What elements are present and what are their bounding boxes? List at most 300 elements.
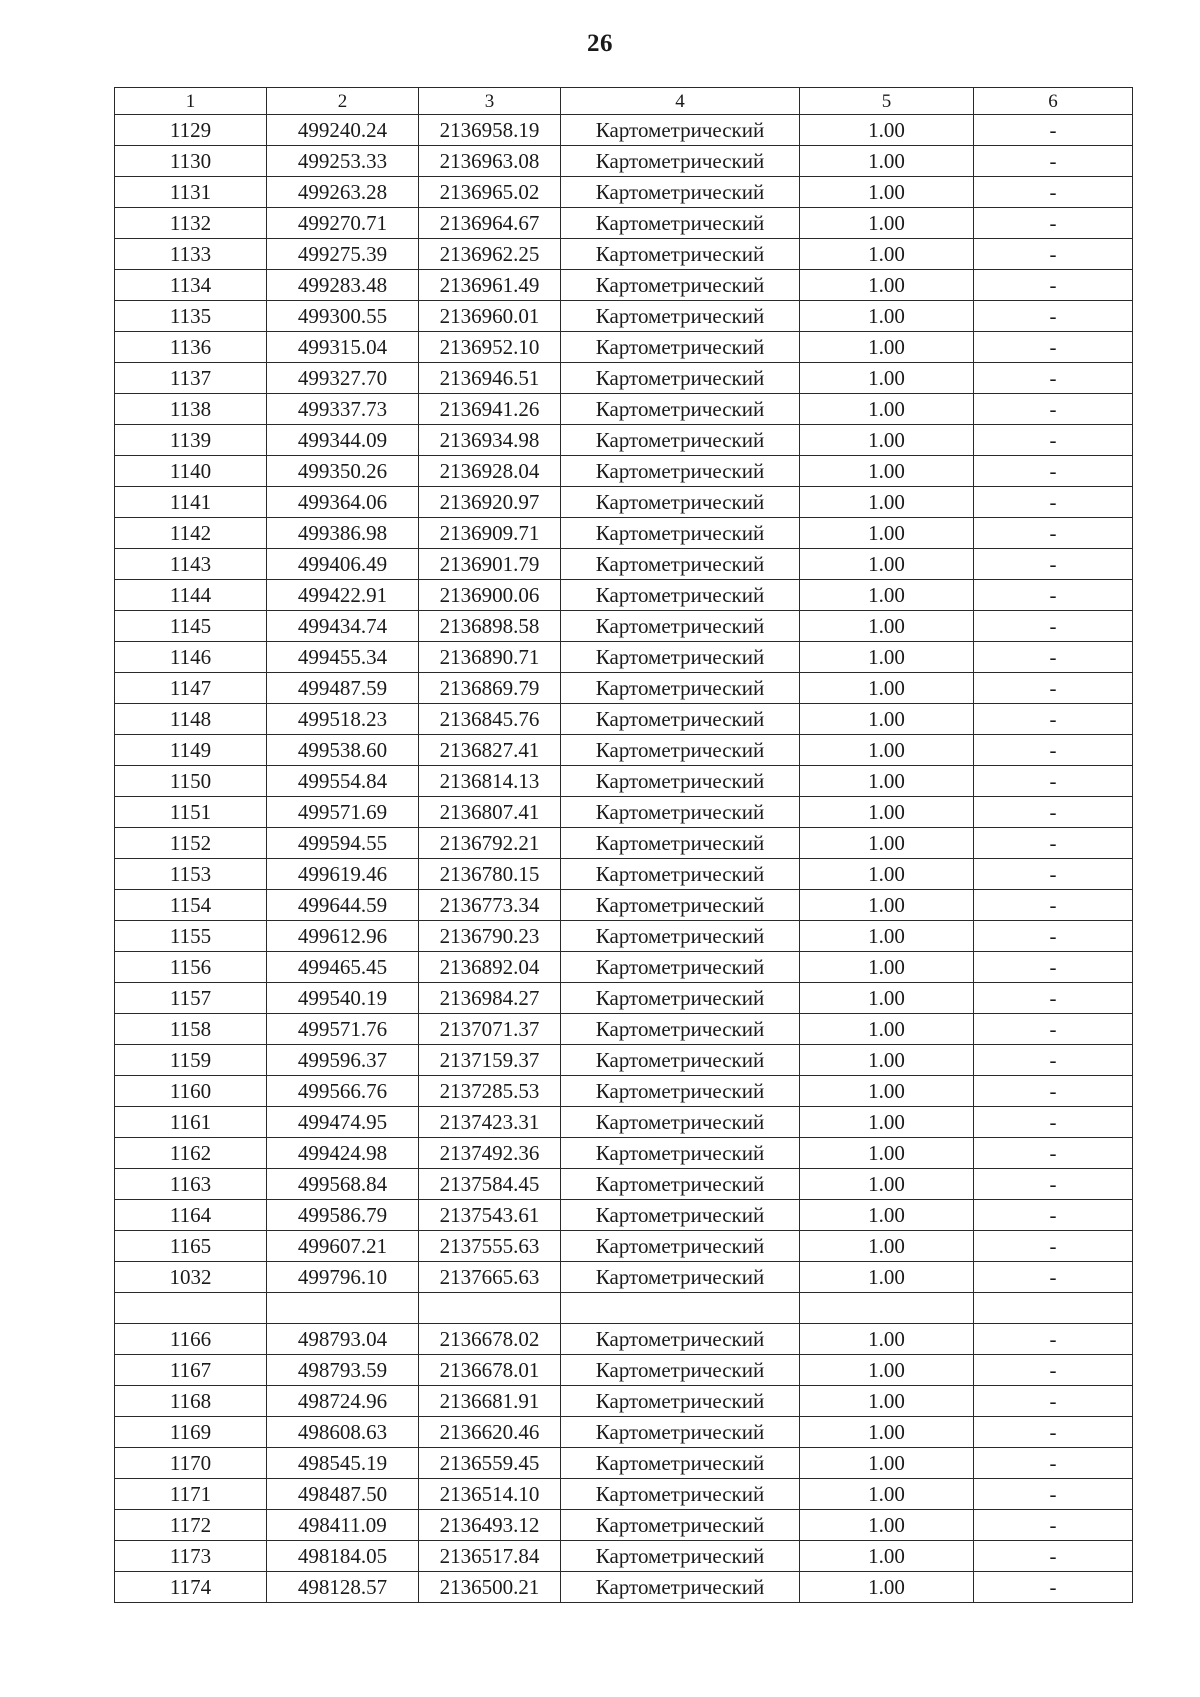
x-coordinate-cell: 498608.63 <box>267 1417 419 1448</box>
y-coordinate-cell: 2136900.06 <box>419 580 561 611</box>
x-coordinate-cell: 499594.55 <box>267 828 419 859</box>
x-coordinate-cell: 499253.33 <box>267 146 419 177</box>
point-number-cell: 1174 <box>115 1572 267 1603</box>
x-coordinate-cell: 499434.74 <box>267 611 419 642</box>
y-coordinate-cell: 2136827.41 <box>419 735 561 766</box>
point-number-cell: 1134 <box>115 270 267 301</box>
method-cell: Картометрический <box>561 332 800 363</box>
point-number-cell: 1155 <box>115 921 267 952</box>
y-coordinate-cell: 2137584.45 <box>419 1169 561 1200</box>
table-row <box>115 1386 1133 1417</box>
table-row <box>115 611 1133 642</box>
description-cell: - <box>974 1324 1133 1355</box>
table-row <box>115 487 1133 518</box>
point-number-cell: 1138 <box>115 394 267 425</box>
description-cell: - <box>974 177 1133 208</box>
method-cell: Картометрический <box>561 1448 800 1479</box>
x-coordinate-cell: 499540.19 <box>267 983 419 1014</box>
description-cell: - <box>974 1014 1133 1045</box>
accuracy-cell: 1.00 <box>800 828 974 859</box>
x-coordinate-cell: 499596.37 <box>267 1045 419 1076</box>
method-cell: Картометрический <box>561 208 800 239</box>
table-row <box>115 1107 1133 1138</box>
point-number-cell: 1152 <box>115 828 267 859</box>
x-coordinate-cell: 499406.49 <box>267 549 419 580</box>
table-row <box>115 518 1133 549</box>
accuracy-cell: 1.00 <box>800 177 974 208</box>
x-coordinate-cell: 498724.96 <box>267 1386 419 1417</box>
y-coordinate-cell: 2136941.26 <box>419 394 561 425</box>
x-coordinate-cell: 498793.59 <box>267 1355 419 1386</box>
description-cell: - <box>974 1510 1133 1541</box>
table-row <box>115 797 1133 828</box>
method-cell: Картометрический <box>561 425 800 456</box>
table-row <box>115 766 1133 797</box>
accuracy-cell: 1.00 <box>800 1076 974 1107</box>
description-cell: - <box>974 1045 1133 1076</box>
point-number-cell: 1159 <box>115 1045 267 1076</box>
method-cell: Картометрический <box>561 952 800 983</box>
description-cell: - <box>974 1479 1133 1510</box>
description-cell: - <box>974 1417 1133 1448</box>
accuracy-cell: 1.00 <box>800 1479 974 1510</box>
x-coordinate-cell: 499568.84 <box>267 1169 419 1200</box>
header-col-4: 4 <box>561 88 800 115</box>
method-cell: Картометрический <box>561 270 800 301</box>
accuracy-cell: 1.00 <box>800 1045 974 1076</box>
point-number-cell: 1144 <box>115 580 267 611</box>
description-cell: - <box>974 1138 1133 1169</box>
y-coordinate-cell: 2137159.37 <box>419 1045 561 1076</box>
method-cell: Картометрический <box>561 704 800 735</box>
table-row <box>115 1417 1133 1448</box>
point-number-cell: 1160 <box>115 1076 267 1107</box>
method-cell: Картометрический <box>561 1076 800 1107</box>
y-coordinate-cell: 2136920.97 <box>419 487 561 518</box>
y-coordinate-cell: 2136493.12 <box>419 1510 561 1541</box>
x-coordinate-cell: 499465.45 <box>267 952 419 983</box>
description-cell: - <box>974 921 1133 952</box>
table-row <box>115 1541 1133 1572</box>
y-coordinate-cell: 2136890.71 <box>419 642 561 673</box>
accuracy-cell: 1.00 <box>800 1200 974 1231</box>
empty-cell <box>974 1293 1133 1324</box>
method-cell: Картометрический <box>561 1572 800 1603</box>
accuracy-cell: 1.00 <box>800 518 974 549</box>
accuracy-cell: 1.00 <box>800 952 974 983</box>
x-coordinate-cell: 498128.57 <box>267 1572 419 1603</box>
table-row <box>115 1045 1133 1076</box>
description-cell: - <box>974 1262 1133 1293</box>
description-cell: - <box>974 208 1133 239</box>
accuracy-cell: 1.00 <box>800 1510 974 1541</box>
accuracy-cell: 1.00 <box>800 208 974 239</box>
description-cell: - <box>974 1231 1133 1262</box>
method-cell: Картометрический <box>561 1200 800 1231</box>
table-row <box>115 425 1133 456</box>
x-coordinate-cell: 499644.59 <box>267 890 419 921</box>
x-coordinate-cell: 498545.19 <box>267 1448 419 1479</box>
x-coordinate-cell: 499240.24 <box>267 115 419 146</box>
accuracy-cell: 1.00 <box>800 115 974 146</box>
empty-cell <box>800 1293 974 1324</box>
method-cell: Картометрический <box>561 890 800 921</box>
accuracy-cell: 1.00 <box>800 611 974 642</box>
y-coordinate-cell: 2137665.63 <box>419 1262 561 1293</box>
table-row <box>115 1448 1133 1479</box>
table-row <box>115 270 1133 301</box>
table-row <box>115 301 1133 332</box>
y-coordinate-cell: 2136928.04 <box>419 456 561 487</box>
x-coordinate-cell: 499364.06 <box>267 487 419 518</box>
x-coordinate-cell: 499619.46 <box>267 859 419 890</box>
description-cell: - <box>974 332 1133 363</box>
y-coordinate-cell: 2136514.10 <box>419 1479 561 1510</box>
point-number-cell: 1153 <box>115 859 267 890</box>
table-row <box>115 1014 1133 1045</box>
header-col-2: 2 <box>267 88 419 115</box>
x-coordinate-cell: 499337.73 <box>267 394 419 425</box>
y-coordinate-cell: 2137543.61 <box>419 1200 561 1231</box>
method-cell: Картометрический <box>561 146 800 177</box>
y-coordinate-cell: 2136958.19 <box>419 115 561 146</box>
method-cell: Картометрический <box>561 735 800 766</box>
y-coordinate-cell: 2136901.79 <box>419 549 561 580</box>
y-coordinate-cell: 2136960.01 <box>419 301 561 332</box>
accuracy-cell: 1.00 <box>800 673 974 704</box>
table-row <box>115 1076 1133 1107</box>
empty-cell <box>419 1293 561 1324</box>
y-coordinate-cell: 2136681.91 <box>419 1386 561 1417</box>
x-coordinate-cell: 499455.34 <box>267 642 419 673</box>
description-cell: - <box>974 146 1133 177</box>
point-number-cell: 1154 <box>115 890 267 921</box>
point-number-cell: 1168 <box>115 1386 267 1417</box>
table-row <box>115 177 1133 208</box>
table-row <box>115 363 1133 394</box>
description-cell: - <box>974 518 1133 549</box>
x-coordinate-cell: 499300.55 <box>267 301 419 332</box>
description-cell: - <box>974 456 1133 487</box>
accuracy-cell: 1.00 <box>800 363 974 394</box>
method-cell: Картометрический <box>561 1355 800 1386</box>
method-cell: Картометрический <box>561 1324 800 1355</box>
x-coordinate-cell: 499283.48 <box>267 270 419 301</box>
method-cell: Картометрический <box>561 642 800 673</box>
x-coordinate-cell: 499386.98 <box>267 518 419 549</box>
x-coordinate-cell: 499327.70 <box>267 363 419 394</box>
method-cell: Картометрический <box>561 487 800 518</box>
accuracy-cell: 1.00 <box>800 487 974 518</box>
y-coordinate-cell: 2136892.04 <box>419 952 561 983</box>
x-coordinate-cell: 499350.26 <box>267 456 419 487</box>
accuracy-cell: 1.00 <box>800 1417 974 1448</box>
y-coordinate-cell: 2136934.98 <box>419 425 561 456</box>
accuracy-cell: 1.00 <box>800 797 974 828</box>
accuracy-cell: 1.00 <box>800 301 974 332</box>
coordinates-table <box>114 87 1133 1603</box>
point-number-cell: 1164 <box>115 1200 267 1231</box>
table-row <box>115 456 1133 487</box>
y-coordinate-cell: 2136898.58 <box>419 611 561 642</box>
point-number-cell: 1142 <box>115 518 267 549</box>
description-cell: - <box>974 952 1133 983</box>
description-cell: - <box>974 1076 1133 1107</box>
point-number-cell: 1162 <box>115 1138 267 1169</box>
description-cell: - <box>974 1107 1133 1138</box>
description-cell: - <box>974 1200 1133 1231</box>
point-number-cell: 1158 <box>115 1014 267 1045</box>
x-coordinate-cell: 499474.95 <box>267 1107 419 1138</box>
table-row <box>115 1231 1133 1262</box>
accuracy-cell: 1.00 <box>800 1572 974 1603</box>
accuracy-cell: 1.00 <box>800 425 974 456</box>
description-cell: - <box>974 611 1133 642</box>
description-cell: - <box>974 1448 1133 1479</box>
table-row <box>115 580 1133 611</box>
x-coordinate-cell: 499607.21 <box>267 1231 419 1262</box>
point-number-cell: 1147 <box>115 673 267 704</box>
page-number: 26 <box>587 30 613 57</box>
table-row <box>115 549 1133 580</box>
description-cell: - <box>974 394 1133 425</box>
point-number-cell: 1132 <box>115 208 267 239</box>
method-cell: Картометрический <box>561 363 800 394</box>
method-cell: Картометрический <box>561 1262 800 1293</box>
accuracy-cell: 1.00 <box>800 1014 974 1045</box>
table-row <box>115 735 1133 766</box>
method-cell: Картометрический <box>561 1510 800 1541</box>
accuracy-cell: 1.00 <box>800 1169 974 1200</box>
table-row <box>115 1572 1133 1603</box>
accuracy-cell: 1.00 <box>800 1355 974 1386</box>
x-coordinate-cell: 499571.69 <box>267 797 419 828</box>
description-cell: - <box>974 301 1133 332</box>
point-number-cell: 1140 <box>115 456 267 487</box>
point-number-cell: 1151 <box>115 797 267 828</box>
x-coordinate-cell: 499586.79 <box>267 1200 419 1231</box>
point-number-cell: 1150 <box>115 766 267 797</box>
header-col-3: 3 <box>419 88 561 115</box>
description-cell: - <box>974 983 1133 1014</box>
method-cell: Картометрический <box>561 611 800 642</box>
description-cell: - <box>974 1169 1133 1200</box>
x-coordinate-cell: 498411.09 <box>267 1510 419 1541</box>
accuracy-cell: 1.00 <box>800 704 974 735</box>
point-number-cell: 1135 <box>115 301 267 332</box>
description-cell: - <box>974 797 1133 828</box>
x-coordinate-cell: 499571.76 <box>267 1014 419 1045</box>
accuracy-cell: 1.00 <box>800 1324 974 1355</box>
table-separator-row <box>115 1293 1133 1324</box>
y-coordinate-cell: 2136780.15 <box>419 859 561 890</box>
y-coordinate-cell: 2137285.53 <box>419 1076 561 1107</box>
table-row <box>115 115 1133 146</box>
table-row <box>115 1355 1133 1386</box>
description-cell: - <box>974 1572 1133 1603</box>
point-number-cell: 1133 <box>115 239 267 270</box>
header-col-5: 5 <box>800 88 974 115</box>
point-number-cell: 1166 <box>115 1324 267 1355</box>
description-cell: - <box>974 704 1133 735</box>
description-cell: - <box>974 890 1133 921</box>
empty-cell <box>267 1293 419 1324</box>
x-coordinate-cell: 499263.28 <box>267 177 419 208</box>
method-cell: Картометрический <box>561 1541 800 1572</box>
point-number-cell: 1171 <box>115 1479 267 1510</box>
description-cell: - <box>974 549 1133 580</box>
table-row <box>115 921 1133 952</box>
description-cell: - <box>974 487 1133 518</box>
accuracy-cell: 1.00 <box>800 146 974 177</box>
x-coordinate-cell: 499612.96 <box>267 921 419 952</box>
y-coordinate-cell: 2136965.02 <box>419 177 561 208</box>
accuracy-cell: 1.00 <box>800 1386 974 1417</box>
accuracy-cell: 1.00 <box>800 859 974 890</box>
table-row <box>115 952 1133 983</box>
y-coordinate-cell: 2136961.49 <box>419 270 561 301</box>
y-coordinate-cell: 2136946.51 <box>419 363 561 394</box>
method-cell: Картометрический <box>561 301 800 332</box>
point-number-cell: 1129 <box>115 115 267 146</box>
point-number-cell: 1137 <box>115 363 267 394</box>
x-coordinate-cell: 499796.10 <box>267 1262 419 1293</box>
point-number-cell: 1139 <box>115 425 267 456</box>
accuracy-cell: 1.00 <box>800 580 974 611</box>
x-coordinate-cell: 499424.98 <box>267 1138 419 1169</box>
table-row <box>115 332 1133 363</box>
point-number-cell: 1136 <box>115 332 267 363</box>
method-cell: Картометрический <box>561 797 800 828</box>
header-col-1: 1 <box>115 88 267 115</box>
y-coordinate-cell: 2136845.76 <box>419 704 561 735</box>
point-number-cell: 1148 <box>115 704 267 735</box>
y-coordinate-cell: 2137492.36 <box>419 1138 561 1169</box>
method-cell: Картометрический <box>561 1479 800 1510</box>
x-coordinate-cell: 499487.59 <box>267 673 419 704</box>
y-coordinate-cell: 2136814.13 <box>419 766 561 797</box>
method-cell: Картометрический <box>561 1045 800 1076</box>
table-row <box>115 890 1133 921</box>
point-number-cell: 1032 <box>115 1262 267 1293</box>
y-coordinate-cell: 2136678.01 <box>419 1355 561 1386</box>
y-coordinate-cell: 2136790.23 <box>419 921 561 952</box>
y-coordinate-cell: 2136792.21 <box>419 828 561 859</box>
method-cell: Картометрический <box>561 115 800 146</box>
x-coordinate-cell: 499422.91 <box>267 580 419 611</box>
table-row <box>115 146 1133 177</box>
accuracy-cell: 1.00 <box>800 394 974 425</box>
x-coordinate-cell: 499275.39 <box>267 239 419 270</box>
accuracy-cell: 1.00 <box>800 1262 974 1293</box>
table-row <box>115 208 1133 239</box>
table-row <box>115 1200 1133 1231</box>
accuracy-cell: 1.00 <box>800 456 974 487</box>
description-cell: - <box>974 425 1133 456</box>
method-cell: Картометрический <box>561 177 800 208</box>
accuracy-cell: 1.00 <box>800 332 974 363</box>
method-cell: Картометрический <box>561 673 800 704</box>
y-coordinate-cell: 2136559.45 <box>419 1448 561 1479</box>
table-row <box>115 983 1133 1014</box>
point-number-cell: 1163 <box>115 1169 267 1200</box>
y-coordinate-cell: 2136678.02 <box>419 1324 561 1355</box>
accuracy-cell: 1.00 <box>800 642 974 673</box>
description-cell: - <box>974 270 1133 301</box>
y-coordinate-cell: 2136984.27 <box>419 983 561 1014</box>
y-coordinate-cell: 2136909.71 <box>419 518 561 549</box>
point-number-cell: 1173 <box>115 1541 267 1572</box>
accuracy-cell: 1.00 <box>800 766 974 797</box>
method-cell: Картометрический <box>561 239 800 270</box>
x-coordinate-cell: 498184.05 <box>267 1541 419 1572</box>
point-number-cell: 1156 <box>115 952 267 983</box>
y-coordinate-cell: 2137555.63 <box>419 1231 561 1262</box>
description-cell: - <box>974 859 1133 890</box>
accuracy-cell: 1.00 <box>800 239 974 270</box>
accuracy-cell: 1.00 <box>800 890 974 921</box>
point-number-cell: 1131 <box>115 177 267 208</box>
empty-cell <box>115 1293 267 1324</box>
y-coordinate-cell: 2136869.79 <box>419 673 561 704</box>
table-row <box>115 239 1133 270</box>
description-cell: - <box>974 642 1133 673</box>
point-number-cell: 1169 <box>115 1417 267 1448</box>
accuracy-cell: 1.00 <box>800 1541 974 1572</box>
y-coordinate-cell: 2137423.31 <box>419 1107 561 1138</box>
x-coordinate-cell: 499566.76 <box>267 1076 419 1107</box>
table-row <box>115 1510 1133 1541</box>
table-row <box>115 642 1133 673</box>
description-cell: - <box>974 673 1133 704</box>
method-cell: Картометрический <box>561 828 800 859</box>
x-coordinate-cell: 499315.04 <box>267 332 419 363</box>
accuracy-cell: 1.00 <box>800 1107 974 1138</box>
description-cell: - <box>974 735 1133 766</box>
point-number-cell: 1146 <box>115 642 267 673</box>
y-coordinate-cell: 2136517.84 <box>419 1541 561 1572</box>
x-coordinate-cell: 499270.71 <box>267 208 419 239</box>
accuracy-cell: 1.00 <box>800 983 974 1014</box>
y-coordinate-cell: 2136963.08 <box>419 146 561 177</box>
description-cell: - <box>974 766 1133 797</box>
table-row <box>115 1169 1133 1200</box>
method-cell: Картометрический <box>561 549 800 580</box>
method-cell: Картометрический <box>561 859 800 890</box>
point-number-cell: 1130 <box>115 146 267 177</box>
point-number-cell: 1165 <box>115 1231 267 1262</box>
point-number-cell: 1143 <box>115 549 267 580</box>
description-cell: - <box>974 239 1133 270</box>
y-coordinate-cell: 2137071.37 <box>419 1014 561 1045</box>
method-cell: Картометрический <box>561 921 800 952</box>
x-coordinate-cell: 498487.50 <box>267 1479 419 1510</box>
method-cell: Картометрический <box>561 456 800 487</box>
method-cell: Картометрический <box>561 1169 800 1200</box>
method-cell: Картометрический <box>561 1386 800 1417</box>
accuracy-cell: 1.00 <box>800 270 974 301</box>
method-cell: Картометрический <box>561 394 800 425</box>
empty-cell <box>561 1293 800 1324</box>
table-row <box>115 828 1133 859</box>
method-cell: Картометрический <box>561 983 800 1014</box>
accuracy-cell: 1.00 <box>800 1448 974 1479</box>
point-number-cell: 1172 <box>115 1510 267 1541</box>
x-coordinate-cell: 499554.84 <box>267 766 419 797</box>
table-row <box>115 673 1133 704</box>
y-coordinate-cell: 2136500.21 <box>419 1572 561 1603</box>
table-row <box>115 1138 1133 1169</box>
